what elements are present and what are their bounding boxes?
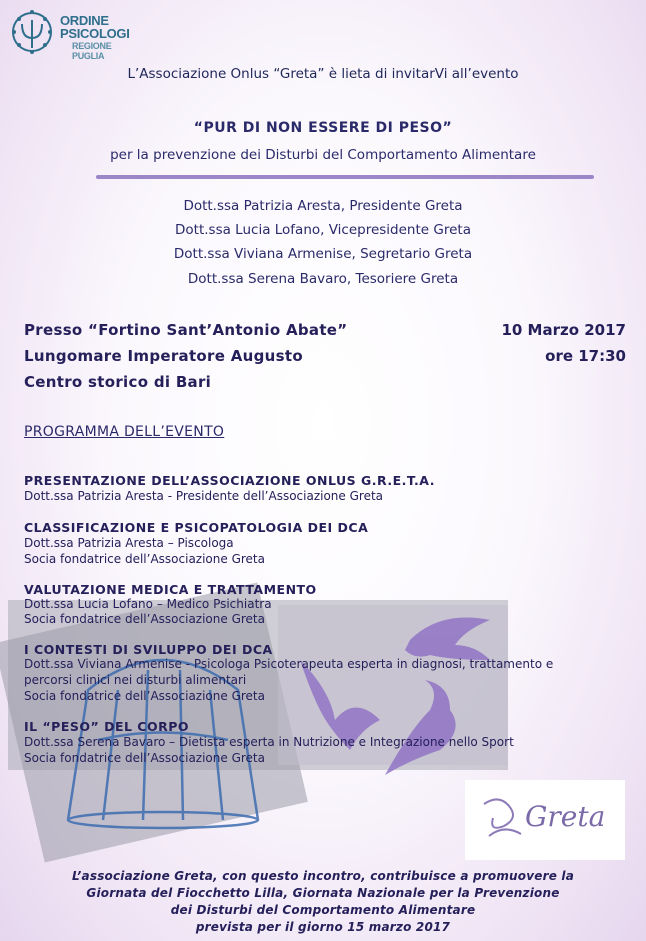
program-section-line: Dott.ssa Viviana Armenise - Psicologa Psicoterapeuta esperta in diagnosi, trattamento e xyxy=(24,657,554,671)
footer-line: L’associazione Greta, con questo incontro, contribuisce a promuovere la xyxy=(71,869,575,883)
speaker-line: Dott.ssa Viviana Armenise, Segretario Greta xyxy=(173,246,473,262)
greta-logo-text: Greta xyxy=(525,800,606,833)
event-subtitle: per la prevenzione dei Disturbi del Comportamento Alimentare xyxy=(110,147,536,163)
birds-icon xyxy=(290,600,510,800)
program-section-line: percorsi clinici nei disturbi alimentari xyxy=(24,673,247,687)
program-section-title: I CONTESTI DI SVILUPPO DEI DCA xyxy=(24,642,273,657)
program-section-line: Dott.ssa Patrizia Aresta – Piscologa xyxy=(24,536,234,550)
psi-emblem-icon xyxy=(8,8,56,56)
logo-line-3: REGIONE PUGLIA xyxy=(72,41,112,61)
program-section-line: Socia fondatrice dell’Associazione Greta xyxy=(24,552,265,566)
ordine-psicologi-logo xyxy=(8,8,138,61)
program-section-title: CLASSIFICAZIONE E PSICOPATOLOGIA DEI DCA xyxy=(24,520,369,535)
program-section-line: Socia fondatrice dell’Associazione Greta xyxy=(24,751,265,765)
logo-line-2: PSICOLOGI xyxy=(60,26,130,41)
program-section-line: Socia fondatrice dell’Associazione Greta xyxy=(24,689,265,703)
program-section-title: VALUTAZIONE MEDICA E TRATTAMENTO xyxy=(24,582,317,597)
venue-line: Presso “Fortino Sant’Antonio Abate” xyxy=(24,321,348,339)
program-section-title: PRESENTAZIONE DELL’ASSOCIAZIONE ONLUS G.R.E.T.A. xyxy=(24,473,435,488)
program-heading: PROGRAMMA DELL’EVENTO xyxy=(24,424,225,440)
divider xyxy=(96,175,594,179)
event-time: ore 17:30 xyxy=(545,347,626,365)
speaker-line: Dott.ssa Lucia Lofano, Vicepresidente Greta xyxy=(175,222,471,238)
venue-line: Centro storico di Bari xyxy=(24,373,212,391)
footer-note xyxy=(0,868,646,936)
event-date: 10 Marzo 2017 xyxy=(501,321,626,339)
footer-line: dei Disturbi del Comportamento Alimentare xyxy=(170,903,476,917)
greta-emblem-icon xyxy=(479,794,529,844)
event-title: “PUR DI NON ESSERE DI PESO” xyxy=(193,120,453,136)
footer-line: Giornata del Fiocchetto Lilla, Giornata Nazionale per la Prevenzione xyxy=(86,886,560,900)
program-section-line: Socia fondatrice dell’Associazione Greta xyxy=(24,612,265,626)
program-section-title: IL “PESO” DEL CORPO xyxy=(24,719,190,734)
program-section-line: Dott.ssa Patrizia Aresta - Presidente dell’Associazione Greta xyxy=(24,489,384,503)
venue-line: Lungomare Imperatore Augusto xyxy=(24,347,303,365)
invitation-text: L’Associazione Onlus “Greta” è lieta di invitarVi all’evento xyxy=(127,66,519,82)
greta-logo xyxy=(465,780,625,860)
speaker-line: Dott.ssa Serena Bavaro, Tesoriere Greta xyxy=(187,271,459,287)
program-section-line: Dott.ssa Lucia Lofano – Medico Psichiatra xyxy=(24,597,272,611)
speaker-line: Dott.ssa Patrizia Aresta, Presidente Greta xyxy=(183,198,463,214)
footer-line: prevista per il giorno 15 marzo 2017 xyxy=(195,920,451,934)
cage-birds-collage xyxy=(8,600,508,835)
logo-line-1: ORDINE xyxy=(60,13,109,28)
program-section-line: Dott.ssa Serena Bavaro – Dietista esperta in Nutrizione e Integrazione nello Sport xyxy=(24,735,514,749)
